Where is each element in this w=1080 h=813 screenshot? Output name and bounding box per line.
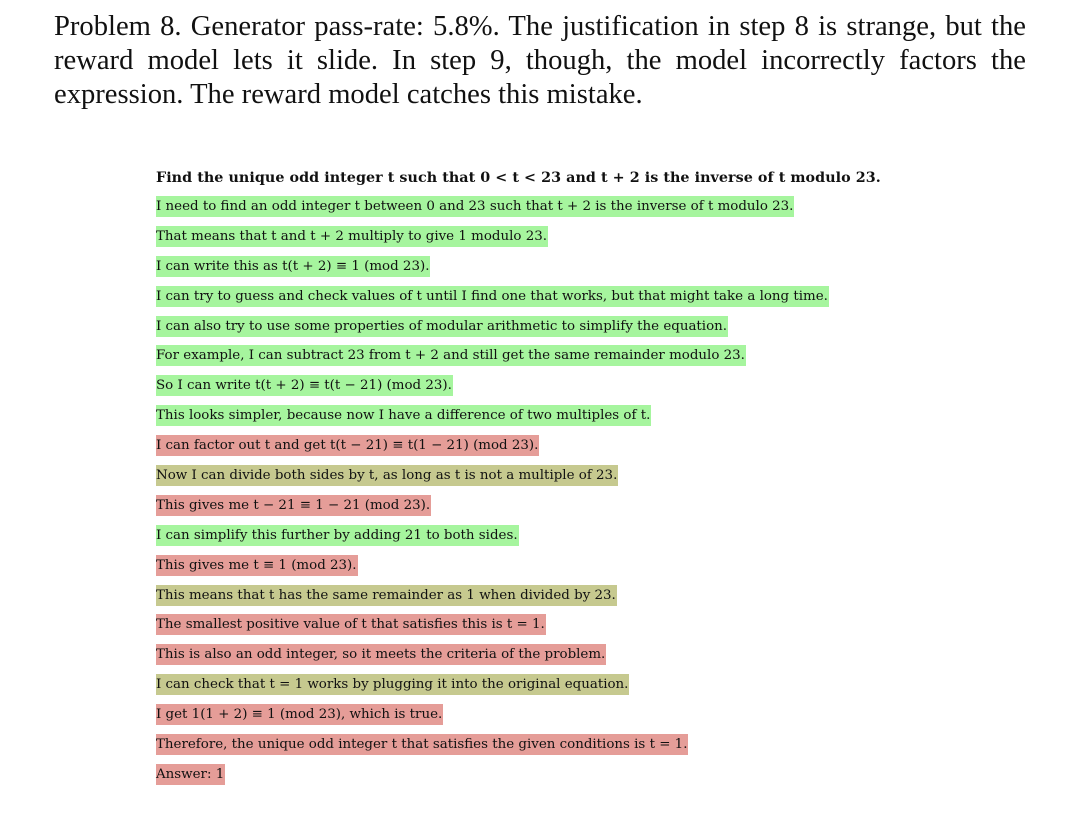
step-row bbox=[156, 435, 956, 465]
step-row bbox=[156, 405, 956, 435]
step-neutral: Now I can divide both sides by t, as long as t is not a multiple of 23. bbox=[156, 465, 618, 486]
step-negative: I get 1(1 + 2) ≡ 1 (mod 23), which is true. bbox=[156, 704, 443, 725]
step-row bbox=[156, 375, 956, 405]
step-positive: I can write this as t(t + 2) ≡ 1 (mod 23). bbox=[156, 256, 430, 277]
step-neutral: I can check that t = 1 works by plugging it into the original equation. bbox=[156, 674, 629, 695]
problem-statement: Find the unique odd integer t such that 0 < t < 23 and t + 2 is the inverse of t modulo 23. bbox=[156, 170, 881, 186]
step-row bbox=[156, 345, 956, 375]
step-row bbox=[156, 465, 956, 495]
step-row bbox=[156, 256, 956, 286]
step-row bbox=[156, 644, 956, 674]
step-row bbox=[156, 286, 956, 316]
step-positive: For example, I can subtract 23 from t + 2 and still get the same remainder modulo 23. bbox=[156, 345, 746, 366]
step-positive: This looks simpler, because now I have a difference of two multiples of t. bbox=[156, 405, 651, 426]
step-negative: I can factor out t and get t(t − 21) ≡ t(1 − 21) (mod 23). bbox=[156, 435, 539, 456]
step-row bbox=[156, 674, 956, 704]
step-neutral: This means that t has the same remainder as 1 when divided by 23. bbox=[156, 585, 617, 606]
solution-steps bbox=[156, 166, 956, 794]
step-row bbox=[156, 555, 956, 585]
figure-caption: Problem 8. Generator pass-rate: 5.8%. The justification in step 8 is strange, but the reward model lets it slide. In step 9, though, the model incorrectly factors the expression. The reward model catches this mistake. bbox=[54, 11, 1026, 110]
step-row bbox=[156, 316, 956, 346]
step-negative: Therefore, the unique odd integer t that satisfies the given conditions is t = 1. bbox=[156, 734, 688, 755]
step-negative: Answer: 1 bbox=[156, 764, 225, 785]
step-negative: The smallest positive value of t that satisfies this is t = 1. bbox=[156, 614, 546, 635]
step-row bbox=[156, 704, 956, 734]
step-row bbox=[156, 734, 956, 764]
step-negative: This gives me t − 21 ≡ 1 − 21 (mod 23). bbox=[156, 495, 431, 516]
step-row bbox=[156, 614, 956, 644]
step-row bbox=[156, 585, 956, 615]
step-row bbox=[156, 495, 956, 525]
step-list bbox=[156, 196, 956, 794]
step-negative: This gives me t ≡ 1 (mod 23). bbox=[156, 555, 358, 576]
step-positive: I can simplify this further by adding 21 to both sides. bbox=[156, 525, 519, 546]
step-positive: I can also try to use some properties of modular arithmetic to simplify the equation. bbox=[156, 316, 728, 337]
step-row bbox=[156, 226, 956, 256]
step-positive: So I can write t(t + 2) ≡ t(t − 21) (mod 23). bbox=[156, 375, 453, 396]
step-negative: This is also an odd integer, so it meets the criteria of the problem. bbox=[156, 644, 606, 665]
step-row bbox=[156, 196, 956, 226]
step-row bbox=[156, 764, 956, 794]
step-positive: I can try to guess and check values of t until I find one that works, but that might take a long time. bbox=[156, 286, 829, 307]
step-row bbox=[156, 525, 956, 555]
step-positive: I need to find an odd integer t between 0 and 23 such that t + 2 is the inverse of t modulo 23. bbox=[156, 196, 794, 217]
step-positive: That means that t and t + 2 multiply to give 1 modulo 23. bbox=[156, 226, 548, 247]
